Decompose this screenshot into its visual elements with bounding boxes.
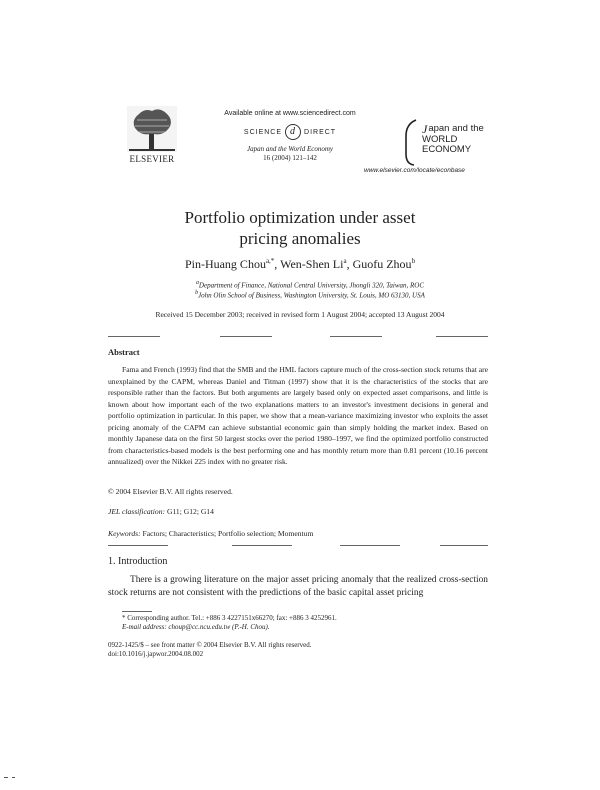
jwe-curve-icon (400, 118, 424, 168)
footnote-email[interactable]: E-mail address: choup@cc.ncu.edu.tw (P.-H. Chou). (122, 623, 270, 631)
author-sup: a,* (265, 257, 275, 265)
keywords-text: Factors; Characteristics; Portfolio selection; Momentum (142, 529, 314, 538)
author-name: Guofu Zhou (352, 257, 412, 271)
divider (440, 545, 488, 546)
jel-codes: G11; G12; G14 (166, 507, 214, 516)
abstract-heading: Abstract (108, 347, 140, 357)
divider (436, 336, 488, 337)
affiliation-sup: a (195, 280, 199, 286)
jwe-line: WORLD (422, 133, 458, 145)
jwe-logo (400, 118, 486, 170)
divider (108, 336, 160, 337)
elsevier-tree-icon (127, 106, 177, 152)
affiliation (150, 290, 470, 299)
divider (232, 545, 292, 546)
affiliation-text: Department of Finance, National Central University, Jhongli 320, Taiwan, ROC (198, 281, 424, 290)
journal-name: Japan and the World Economy (246, 145, 334, 153)
divider (220, 336, 272, 337)
doi-line[interactable]: doi:10.1016/j.japwor.2004.08.002 (108, 650, 204, 658)
publisher-name: ELSEVIER (129, 154, 175, 164)
jel-label: JEL classification: (108, 507, 166, 516)
introduction-paragraph: There is a growing literature on the major asset pricing anomaly that the realized cross-section stock returns are not consistent with the predictions of the basic capital asset pricing (108, 575, 488, 598)
abstract-body: Fama and French (1993) find that the SMB and the HML factors capture much of the cross-section stock returns that are unexplained by the CAPM, whereas Daniel and Titman (1997) show that it is the characteristics of the stocks that are responsible rather than the factors. But both arguments are largely based only on expected asset comparisons, and little is known about how important each of the two explanations matters to an investor's investment decisions in general and portfolio optimization in particular. In this paper, we show that a mean-variance maximizing investor who exploits the asset pricing anomaly of the CAPM can achieve substantial economic gain than simply holding the market index. Based on monthly Japanese data on the first 50 largest stocks over the period 1980–1997, we find the optimized portfolio constructed from characteristics-based models is the best performing one and has monthly return more than 0.81 percent (10.16 percent annualized) over the Nikkei 225 index with no greater risk. (108, 365, 488, 466)
jwe-j-letter: J (422, 122, 428, 136)
divider (108, 545, 168, 546)
jwe-title-line1 (422, 124, 484, 135)
sciencedirect-symbol-icon: d (285, 124, 301, 140)
affiliation (150, 280, 470, 289)
keywords-label: Keywords: (108, 529, 141, 538)
jwe-line: apan and the (428, 123, 484, 134)
journal-homepage-link[interactable]: www.elsevier.com/locate/econbase (364, 167, 465, 174)
journal-pages: 16 (2004) 121–142 (263, 154, 317, 162)
jel-classification (108, 507, 214, 516)
footnote (122, 614, 482, 632)
footnote-rule (122, 611, 152, 612)
author-list: Pin-Huang Chou$^{a,*}$, Wen-Shen Li$^a$, Guofu Zhou$^b$ (184, 257, 416, 271)
issn-line: 0922-1425/$ – see front matter © 2004 Elsevier B.V. All rights reserved. (108, 641, 312, 649)
elsevier-logo (127, 106, 177, 164)
received-dates: Received 15 December 2003; received in revised form 1 August 2004; accepted 13 August 2004 (155, 310, 445, 319)
sciencedirect-logo (205, 124, 375, 140)
author-sup: b (411, 257, 416, 265)
issn-doi-block (108, 641, 312, 659)
scan-artifact (12, 777, 15, 778)
author-name: Wen-Shen Li (280, 257, 344, 271)
article-title (120, 207, 480, 249)
author-sup: a (343, 257, 347, 265)
author-name: Pin-Huang Chou (184, 257, 266, 271)
affiliation-text: John Olin School of Business, Washington University, St. Louis, MO 63130, USA (198, 291, 425, 300)
copyright-notice: © 2004 Elsevier B.V. All rights reserved. (108, 487, 233, 496)
section-heading-introduction: 1. Introduction (108, 556, 168, 567)
divider (330, 336, 382, 337)
jwe-line: ECONOMY (422, 144, 472, 155)
footnote-corresponding-author: * Corresponding author. Tel.: +886 3 4227151x66270; fax: +886 3 4252961. (122, 614, 337, 622)
journal-citation (205, 145, 375, 163)
divider (340, 545, 400, 546)
sciencedirect-left-text: SCIENCE (243, 128, 283, 136)
affiliation-sup: b (195, 290, 199, 296)
sciencedirect-right-text: DIRECT (304, 128, 337, 136)
scan-artifact (4, 777, 8, 778)
title-line: pricing anomalies (239, 229, 361, 248)
journal-header (205, 110, 375, 163)
keywords (108, 529, 313, 538)
available-online-text[interactable]: Available online at www.sciencedirect.com (224, 110, 356, 117)
title-line: Portfolio optimization under asset (184, 208, 416, 227)
